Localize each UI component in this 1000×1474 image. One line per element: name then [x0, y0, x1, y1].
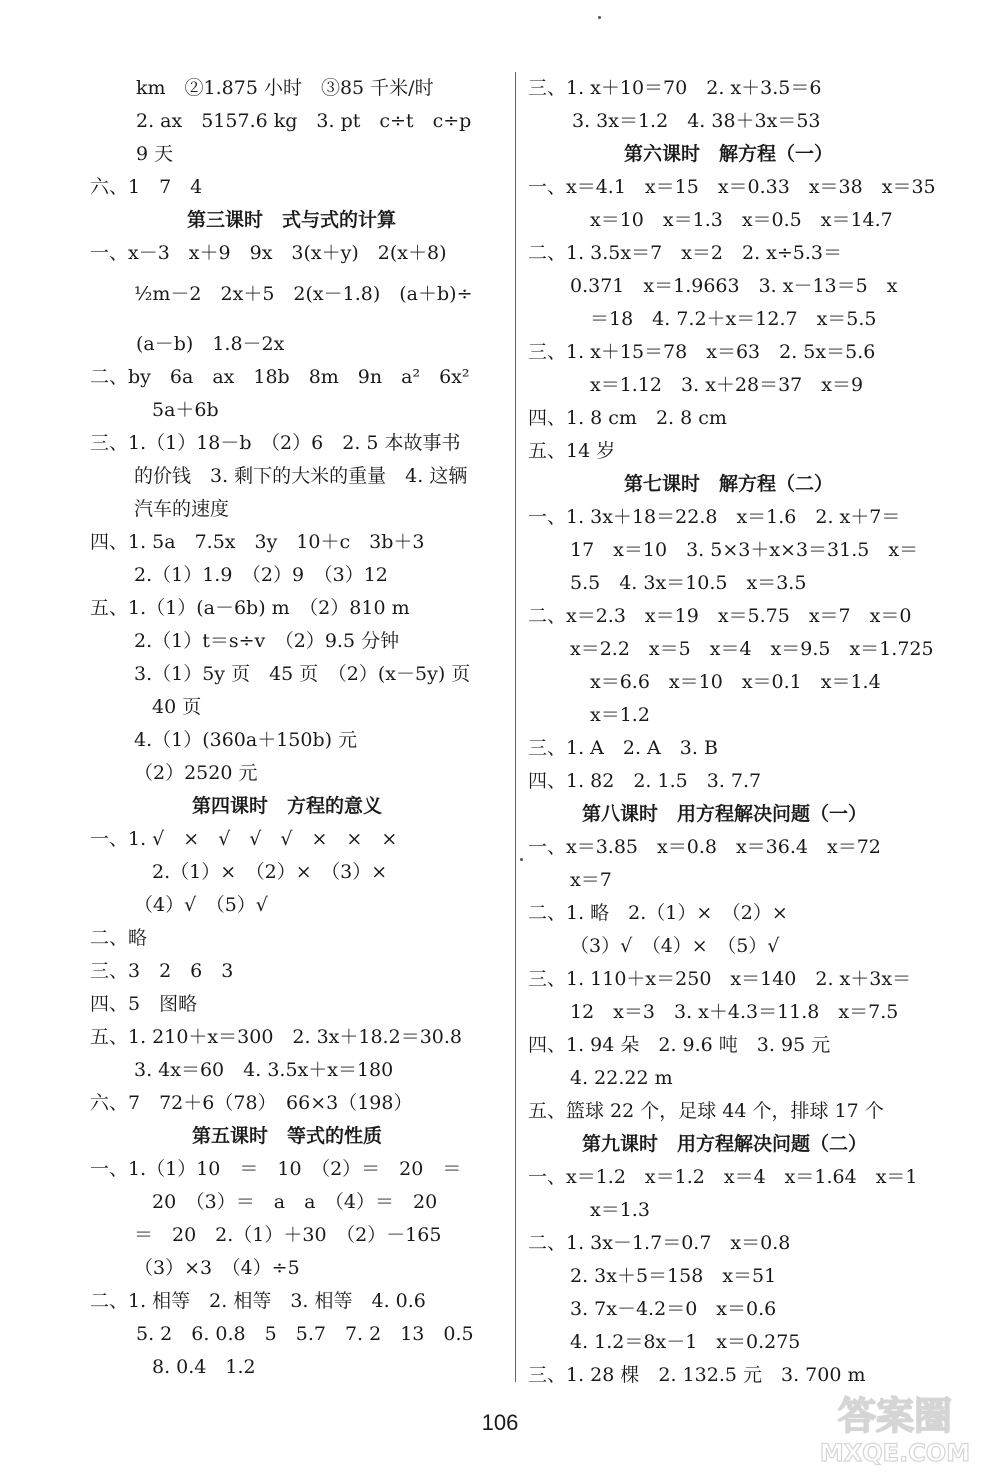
column-divider [515, 72, 516, 1382]
answer-line: x＝10 x＝1.3 x＝0.5 x＝14.7 [590, 209, 893, 231]
answer-line: x＝1.3 [590, 1199, 650, 1221]
answer-line: 一、x＝3.85 x＝0.8 x＝36.4 x＝72 [528, 836, 881, 858]
answer-line: 二、1. 3x－1.7＝0.7 x＝0.8 [528, 1232, 791, 1254]
answer-line: 五、1.（1）(a－6b) m （2）810 m [90, 597, 410, 619]
answer-line: km ②1.875 小时 ③85 千米/时 [136, 77, 434, 99]
answer-line: 二、1. 相等 2. 相等 3. 相等 4. 0.6 [90, 1290, 426, 1312]
answer-line: 5a＋6b [152, 399, 219, 421]
answer-line: 四、1. 8 cm 2. 8 cm [528, 407, 727, 429]
answer-line: 40 页 [152, 696, 202, 718]
answer-line: 2.（1）× （2）× （3）× [152, 861, 388, 883]
answer-line: 三、1. x＋15＝78 x＝63 2. 5x＝5.6 [528, 341, 876, 363]
answer-line: 3.（1）5y 页 45 页 （2）(x－5y) 页 [134, 663, 471, 685]
answer-line: （3）×3 （4）÷5 [134, 1257, 300, 1279]
answer-line: 一、1. √ × √ √ √ × × × [90, 828, 398, 850]
answer-line: 12 x＝3 3. x＋4.3＝11.8 x＝7.5 [570, 1001, 899, 1023]
answer-line: 2.（1）t＝s÷v （2）9.5 分钟 [134, 630, 400, 652]
answer-line: 2. ax 5157.6 kg 3. pt c÷t c÷p [136, 110, 472, 132]
answer-line: 汽车的速度 [134, 498, 230, 520]
section-heading: 第六课时 解方程（一） [624, 143, 834, 165]
answer-line: 五、篮球 22 个，足球 44 个，排球 17 个 [528, 1100, 884, 1122]
answer-line: 三、1.（1）18－b （2）6 2. 5 本故事书 [90, 432, 461, 454]
answer-line: 二、略 [90, 927, 148, 949]
answer-line: (a－b) 1.8－2x [136, 333, 285, 355]
answer-line: 8. 0.4 1.2 [152, 1356, 256, 1378]
answer-line: 五、14 岁 [528, 440, 616, 462]
answer-line: 四、1. 94 朵 2. 9.6 吨 3. 95 元 [528, 1034, 831, 1056]
answer-line: 17 x＝10 3. 5×3＋x×3＝31.5 x＝ [570, 539, 919, 561]
answer-line: 4.（1）(360a＋150b) 元 [134, 729, 358, 751]
answer-line: x＝6.6 x＝10 x＝0.1 x＝1.4 [590, 671, 881, 693]
answer-line: 四、5 图略 [90, 993, 198, 1015]
answer-line: 三、1. 28 棵 2. 132.5 元 3. 700 m [528, 1364, 866, 1386]
answer-line: 一、x－3 x＋9 9x 3(x＋y) 2(x＋8) [90, 242, 447, 264]
answer-line: 一、1.（1）10 ＝ 10 （2）＝ 20 ＝ [90, 1158, 462, 1180]
answer-line: 一、1. 3x＋18＝22.8 x＝1.6 2. x＋7＝ [528, 506, 901, 528]
scan-dot [598, 16, 601, 19]
answer-line: 六、1 7 4 [90, 176, 203, 198]
answer-line: 20 （3）＝ a a （4）＝ 20 [152, 1191, 438, 1213]
answer-line: ＝ 20 2.（1）＋30 （2）－165 [134, 1224, 442, 1246]
answer-line: 3. 4x＝60 4. 3.5x＋x＝180 [134, 1059, 394, 1081]
answer-line: 3. 7x－4.2＝0 x＝0.6 [570, 1298, 777, 1320]
answer-line: 9 天 [136, 143, 174, 165]
page-number: 106 [481, 1410, 519, 1435]
watermark-text: 答案圈 [837, 1394, 953, 1438]
section-heading: 第八课时 用方程解决问题（一） [582, 803, 868, 825]
answer-line: 三、1. A 2. A 3. B [528, 737, 718, 759]
section-heading: 第四课时 方程的意义 [192, 795, 383, 817]
answer-line: 5. 2 6. 0.8 5 5.7 7. 2 13 0.5 [136, 1323, 474, 1345]
answer-line: 四、1. 82 2. 1.5 3. 7.7 [528, 770, 762, 792]
answer-line: 三、1. 110＋x＝250 x＝140 2. x＋3x＝ [528, 968, 912, 990]
section-heading: 第五课时 等式的性质 [192, 1125, 383, 1147]
watermark-logo [800, 1385, 990, 1470]
scan-dot [520, 858, 523, 861]
answer-line: x＝7 [570, 869, 612, 891]
answer-line: x＝1.12 3. x＋28＝37 x＝9 [590, 374, 864, 396]
answer-line: 3. 3x＝1.2 4. 38＋3x＝53 [572, 110, 821, 132]
answer-line: 4. 22.22 m [570, 1067, 673, 1089]
answer-line: 六、7 72＋6（78） 66×3（198） [90, 1092, 413, 1114]
answer-line: 的价钱 3. 剩下的大米的重量 4. 这辆 [134, 465, 468, 487]
section-heading: 第三课时 式与式的计算 [187, 209, 397, 231]
answer-line: 二、by 6a ax 18b 8m 9n a² 6x² [90, 366, 470, 388]
answer-line: （3）√ （4）× （5）√ [570, 935, 780, 957]
answer-line: （2）2520 元 [134, 762, 258, 784]
answer-line: 5.5 4. 3x＝10.5 x＝3.5 [570, 572, 807, 594]
answer-line: ＝18 4. 7.2＋x＝12.7 x＝5.5 [590, 308, 877, 330]
answer-line: x＝2.2 x＝5 x＝4 x＝9.5 x＝1.725 [570, 638, 934, 660]
answer-line: 五、1. 210＋x＝300 2. 3x＋18.2＝30.8 [90, 1026, 462, 1048]
answer-line: 一、x＝1.2 x＝1.2 x＝4 x＝1.64 x＝1 [528, 1166, 918, 1188]
answer-line: 2.（1）1.9 （2）9 （3）12 [134, 564, 388, 586]
answer-line: ½m－2 2x＋5 2(x－1.8) (a＋b)÷ [134, 283, 473, 305]
answer-line: 4. 1.2＝8x－1 x＝0.275 [570, 1331, 801, 1353]
section-heading: 第九课时 用方程解决问题（二） [582, 1133, 868, 1155]
watermark-url: MXQE.COM [819, 1439, 971, 1467]
answer-line: 四、1. 5a 7.5x 3y 10＋c 3b＋3 [90, 531, 425, 553]
answer-line: （4）√ （5）√ [134, 894, 268, 916]
answer-line: 三、1. x＋10＝70 2. x＋3.5＝6 [528, 77, 822, 99]
answer-line: 2. 3x＋5＝158 x＝51 [570, 1265, 777, 1287]
answer-line: 二、1. 3.5x＝7 x＝2 2. x÷5.3＝ [528, 242, 843, 264]
answer-line: 二、1. 略 2.（1）× （2）× [528, 902, 788, 924]
answer-line: x＝1.2 [590, 704, 650, 726]
answer-line: 0.371 x＝1.9663 3. x－13＝5 x [570, 275, 898, 297]
answer-line: 三、3 2 6 3 [90, 960, 234, 982]
answer-line: 二、x＝2.3 x＝19 x＝5.75 x＝7 x＝0 [528, 605, 912, 627]
answer-line: 一、x＝4.1 x＝15 x＝0.33 x＝38 x＝35 [528, 176, 936, 198]
section-heading: 第七课时 解方程（二） [624, 473, 834, 495]
